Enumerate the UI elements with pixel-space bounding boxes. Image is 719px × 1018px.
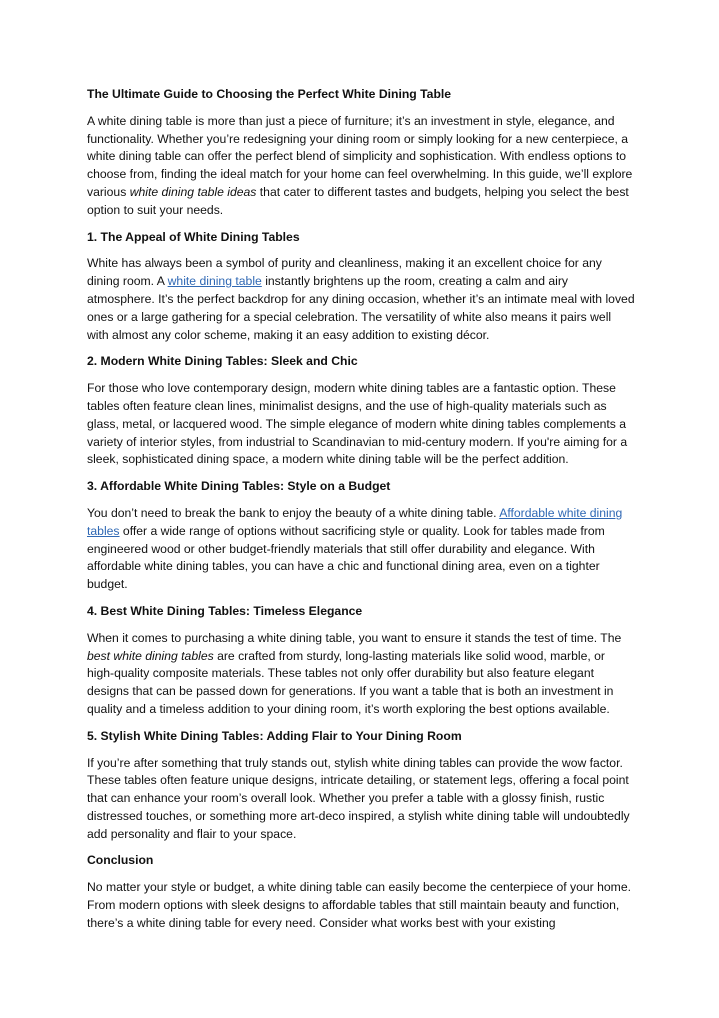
section-paragraph-stylish: If you’re after something that truly stands out, stylish white dining tables can provide the wow factor. These tables often feature unique designs, intricate detailing, or statement legs, offering a focal point that can enhance your room’s overall look. Whether you prefer a table with a glossy finish, rustic distressed touches, or something more art-deco inspired, a stylish white dining table will undoubtedly add personality and flair to your space. <box>87 755 630 841</box>
intro-paragraph <box>87 113 635 220</box>
section-heading-appeal: 1. The Appeal of White Dining Tables <box>87 229 300 244</box>
appeal-text-1: White has always been a symbol of purity and cleanliness, making it an excellent choice for any dining room. A <box>87 256 602 289</box>
document-page <box>87 86 635 942</box>
section-paragraph-appeal <box>87 255 635 344</box>
section-heading-conclusion: Conclusion <box>87 853 154 868</box>
section-paragraph-best <box>87 630 635 719</box>
section-heading-modern: 2. Modern White Dining Tables: Sleek and Chic <box>87 354 358 369</box>
section-heading-best: 4. Best White Dining Tables: Timeless Elegance <box>87 603 363 618</box>
best-text-1: When it comes to purchasing a white dining table, you want to ensure it stands the test of time. The <box>87 630 622 645</box>
intro-text-2: that cater to different tastes and budgets, helping you select the best option to suit your needs. <box>87 184 629 217</box>
best-text-2: are crafted from sturdy, long-lasting materials like solid wood, marble, or high-quality composite materials. These tables not only offer durability but also feature elegant designs that can be passed down for generations. If you want a table that is both an investment in quality and a timeless addition to your dining room, it’s worth exploring the best options available. <box>87 648 614 716</box>
section-heading-affordable: 3. Affordable White Dining Tables: Style on a Budget <box>87 479 391 494</box>
affordable-white-dining-tables-link[interactable]: Affordable white dining tables <box>87 505 623 538</box>
intro-emphasis: white dining table ideas <box>129 184 257 199</box>
section-paragraph-affordable <box>87 505 635 594</box>
white-dining-table-link[interactable]: white dining table <box>167 274 262 289</box>
document-title: The Ultimate Guide to Choosing the Perfect White Dining Table <box>87 87 452 101</box>
section-paragraph-conclusion: No matter your style or budget, a white dining table can easily become the centerpiece of your home. From modern options with sleek designs to affordable tables that still maintain beauty and function, there’s a white dining table for every need. Consider what works best with your existing <box>87 880 631 930</box>
affordable-text-2: offer a wide range of options without sacrificing style or quality. Look for tables made from engineered wood or other budget-friendly materials that still offer durability and elegance. With affordable white dining tables, you can have a chic and functional dining area, even on a tighter budget. <box>87 523 605 592</box>
section-heading-stylish: 5. Stylish White Dining Tables: Adding Flair to Your Dining Room <box>87 728 462 743</box>
affordable-text-1: You don’t need to break the bank to enjoy the beauty of a white dining table. <box>87 505 500 520</box>
best-emphasis: best white dining tables <box>87 648 214 663</box>
appeal-text-2: instantly brightens up the room, creating a calm and airy atmosphere. It’s the perfect backdrop for any dining occasion, whether it’s an intimate meal with loved ones or a large gathering for a special celebration. The versatility of white also means it pairs well with almost any color scheme, making it an easy addition to existing décor. <box>87 274 635 342</box>
intro-text-1: A white dining table is more than just a piece of furniture; it’s an investment in style, elegance, and functionality. Whether you’re redesigning your dining room or simply looking for a new centerpiece, a white dining table can offer the perfect blend of simplicity and sophistication. With endless options to choose from, finding the ideal match for your home can feel overwhelming. In this guide, we’ll explore various <box>87 113 633 199</box>
section-paragraph-modern: For those who love contemporary design, modern white dining tables are a fantastic option. These tables often feature clean lines, minimalist designs, and the use of high-quality materials such as glass, metal, or lacquered wood. The simple elegance of modern white dining tables complements a variety of interior styles, from industrial to Scandinavian to mid-century modern. If you're aiming for a sleek, sophisticated dining space, a modern white dining table will be the perfect addition. <box>87 381 628 467</box>
